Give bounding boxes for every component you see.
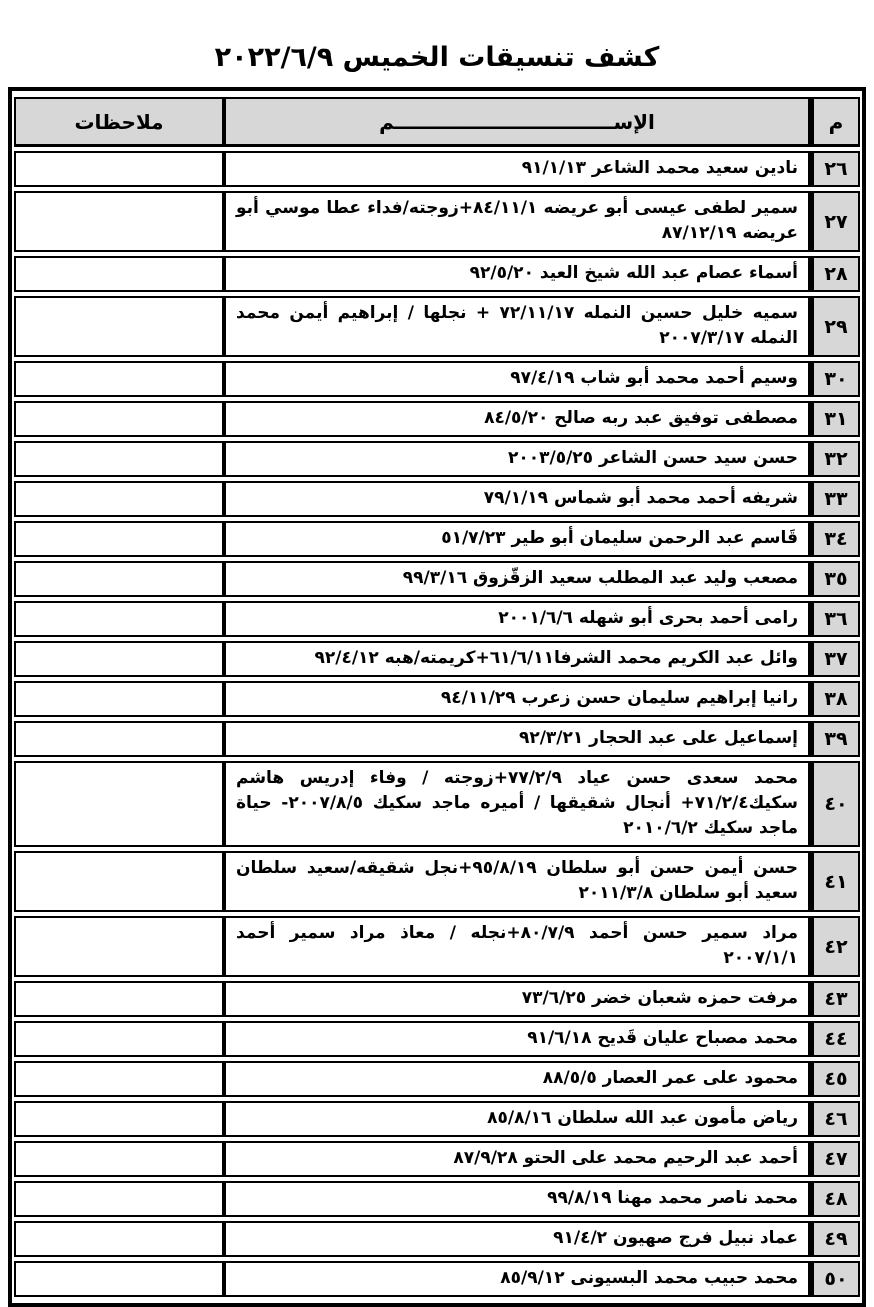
table-row: [14, 1021, 860, 1057]
row-name-cell: محمد سعدى حسن عياد ٧٧/٢/٩+زوجته / وفاء إدريس هاشم سكيك٧١/٢/٤+ أنجال شقيقها / أميره ماجد سكيك ٢٠٠٧/٨/٥- حياة ماجد سكيك ٢٠١٠/٦/٢: [224, 761, 810, 847]
row-name-cell: عماد نبيل فرج صهيون ٩١/٤/٢: [224, 1221, 810, 1257]
row-notes-cell: [14, 1021, 224, 1057]
table-row: [14, 1261, 860, 1297]
row-number-cell: ٣٢: [810, 441, 860, 477]
row-notes-cell: [14, 481, 224, 517]
row-name-cell: وائل عبد الكريم محمد الشرفا٦١/٦/١١+كريمته/هبه ٩٢/٤/١٢: [224, 641, 810, 677]
row-notes-cell: [14, 401, 224, 437]
header-cell-number: م: [810, 97, 860, 147]
row-name-cell: مصعب وليد عبد المطلب سعيد الزقّزوق ٩٩/٣/١٦: [224, 561, 810, 597]
table-row: [14, 681, 860, 717]
row-name-cell: محمود على عمر العصار ٨٨/٥/٥: [224, 1061, 810, 1097]
table-row: [14, 851, 860, 912]
table-row: [14, 1061, 860, 1097]
row-notes-cell: [14, 1141, 224, 1177]
row-name-cell: سميه خليل حسين النمله ٧٢/١١/١٧ + نجلها / إبراهيم أيمن محمد النمله ٢٠٠٧/٣/١٧: [224, 296, 810, 357]
row-name-cell: وسيم أحمد محمد أبو شاب ٩٧/٤/١٩: [224, 361, 810, 397]
table-row: [14, 1141, 860, 1177]
row-number-cell: ٢٧: [810, 191, 860, 252]
table-row: [14, 296, 860, 357]
table-body: [14, 151, 860, 1297]
row-number-cell: ٣٠: [810, 361, 860, 397]
table-row: [14, 721, 860, 757]
row-number-cell: ٣٦: [810, 601, 860, 637]
row-name-cell: سمير لطفى عيسى أبو عريضه ٨٤/١١/١+زوجته/فداء عطا موسي أبو عريضه ٨٧/١٢/١٩: [224, 191, 810, 252]
roster-table: [8, 87, 866, 1307]
row-notes-cell: [14, 561, 224, 597]
row-name-cell: رياض مأمون عبد الله سلطان ٨٥/٨/١٦: [224, 1101, 810, 1137]
table-row: [14, 916, 860, 977]
table-row: [14, 1181, 860, 1217]
table-row: [14, 361, 860, 397]
table-row: [14, 151, 860, 187]
row-number-cell: ٤٤: [810, 1021, 860, 1057]
row-number-cell: ٤٣: [810, 981, 860, 1017]
row-name-cell: مصطفى توفيق عبد ربه صالح ٨٤/٥/٢٠: [224, 401, 810, 437]
row-name-cell: مراد سمير حسن أحمد ٨٠/٧/٩+نجله / معاذ مراد سمير أحمد ٢٠٠٧/١/١: [224, 916, 810, 977]
coordination-list-table: [14, 93, 860, 1301]
row-name-cell: رانيا إبراهيم سليمان حسن زعرب ٩٤/١١/٢٩: [224, 681, 810, 717]
table-row: [14, 1101, 860, 1137]
row-number-cell: ٣٨: [810, 681, 860, 717]
row-number-cell: ٤٠: [810, 761, 860, 847]
table-row: [14, 1221, 860, 1257]
row-number-cell: ٣٩: [810, 721, 860, 757]
row-notes-cell: [14, 361, 224, 397]
row-notes-cell: [14, 1061, 224, 1097]
row-number-cell: ٢٦: [810, 151, 860, 187]
row-name-cell: أسماء عصام عبد الله شيخ العيد ٩٢/٥/٢٠: [224, 256, 810, 292]
table-row: [14, 401, 860, 437]
row-name-cell: أحمد عبد الرحيم محمد على الحتو ٨٧/٩/٢٨: [224, 1141, 810, 1177]
row-notes-cell: [14, 1221, 224, 1257]
table-row: [14, 561, 860, 597]
row-notes-cell: [14, 1181, 224, 1217]
row-name-cell: شريفه أحمد محمد أبو شماس ٧٩/١/١٩: [224, 481, 810, 517]
row-notes-cell: [14, 521, 224, 557]
row-name-cell: رامى أحمد بحرى أبو شهله ٢٠٠١/٦/٦: [224, 601, 810, 637]
header-row: [14, 97, 860, 147]
row-number-cell: ٢٩: [810, 296, 860, 357]
row-notes-cell: [14, 441, 224, 477]
row-notes-cell: [14, 151, 224, 187]
row-notes-cell: [14, 641, 224, 677]
row-number-cell: ٣٣: [810, 481, 860, 517]
row-number-cell: ٤٢: [810, 916, 860, 977]
table-row: [14, 256, 860, 292]
row-notes-cell: [14, 1101, 224, 1137]
row-notes-cell: [14, 296, 224, 357]
row-number-cell: ٤٧: [810, 1141, 860, 1177]
row-name-cell: حسن سيد حسن الشاعر ٢٠٠٣/٥/٢٥: [224, 441, 810, 477]
row-notes-cell: [14, 721, 224, 757]
row-number-cell: ٤١: [810, 851, 860, 912]
row-number-cell: ٢٨: [810, 256, 860, 292]
table-row: [14, 191, 860, 252]
table-row: [14, 981, 860, 1017]
row-name-cell: محمد مصباح عليان قَديح ٩١/٦/١٨: [224, 1021, 810, 1057]
row-notes-cell: [14, 981, 224, 1017]
row-name-cell: نادين سعيد محمد الشاعر ٩١/١/١٣: [224, 151, 810, 187]
row-notes-cell: [14, 191, 224, 252]
row-name-cell: محمد حبيب محمد البسيونى ٨٥/٩/١٢: [224, 1261, 810, 1297]
row-notes-cell: [14, 601, 224, 637]
row-notes-cell: [14, 761, 224, 847]
row-number-cell: ٣١: [810, 401, 860, 437]
row-name-cell: حسن أيمن حسن أبو سلطان ٩٥/٨/١٩+نجل شقيقه/سعيد سلطان سعيد أبو سلطان ٢٠١١/٣/٨: [224, 851, 810, 912]
row-name-cell: مرفت حمزه شعبان خضر ٧٣/٦/٢٥: [224, 981, 810, 1017]
row-number-cell: ٤٥: [810, 1061, 860, 1097]
row-number-cell: ٣٥: [810, 561, 860, 597]
table-header: [14, 97, 860, 147]
table-row: [14, 521, 860, 557]
row-notes-cell: [14, 256, 224, 292]
row-number-cell: ٥٠: [810, 1261, 860, 1297]
row-notes-cell: [14, 681, 224, 717]
table-row: [14, 441, 860, 477]
header-cell-name: الإســــــــــــــــــــــــــــــــم: [224, 97, 810, 147]
row-notes-cell: [14, 851, 224, 912]
table-row: [14, 761, 860, 847]
row-number-cell: ٤٨: [810, 1181, 860, 1217]
row-number-cell: ٣٧: [810, 641, 860, 677]
row-name-cell: محمد ناصر محمد مهنا ٩٩/٨/١٩: [224, 1181, 810, 1217]
row-number-cell: ٤٩: [810, 1221, 860, 1257]
row-name-cell: إسماعيل على عبد الحجار ٩٢/٣/٢١: [224, 721, 810, 757]
row-notes-cell: [14, 916, 224, 977]
row-notes-cell: [14, 1261, 224, 1297]
table-row: [14, 641, 860, 677]
page-title: كشف تنسيقات الخميس ٢٠٢٢/٦/٩: [214, 42, 660, 73]
table-row: [14, 481, 860, 517]
row-name-cell: قَاسم عبد الرحمن سليمان أبو طير ٥١/٧/٢٣: [224, 521, 810, 557]
header-cell-notes: ملاحظات: [14, 97, 224, 147]
table-row: [14, 601, 860, 637]
row-number-cell: ٣٤: [810, 521, 860, 557]
row-number-cell: ٤٦: [810, 1101, 860, 1137]
